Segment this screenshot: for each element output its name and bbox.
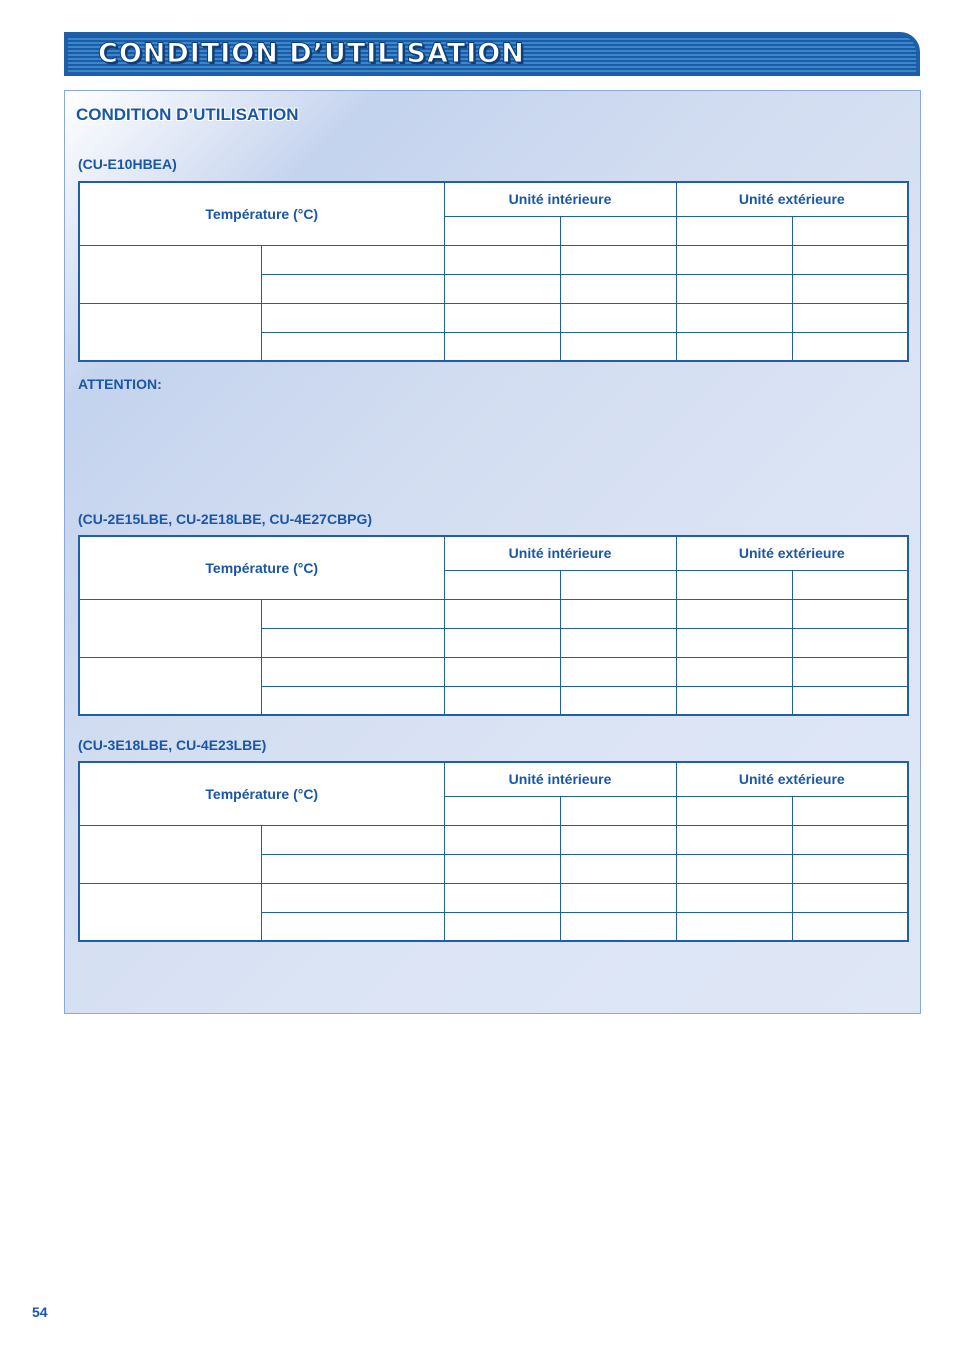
table-cell	[261, 854, 444, 883]
table-cell	[560, 912, 676, 941]
table-cell	[792, 854, 908, 883]
table-cell	[792, 796, 908, 825]
table-row	[79, 825, 908, 854]
table-cell	[444, 883, 560, 912]
table-cell	[560, 686, 676, 715]
table-cell	[792, 628, 908, 657]
table-cell	[676, 825, 792, 854]
table-cell	[676, 599, 792, 628]
table-row	[79, 599, 908, 628]
content-panel	[64, 90, 921, 1014]
table-cell	[560, 303, 676, 332]
table-cell	[261, 599, 444, 628]
table-1-model-label: (CU-E10HBEA)	[78, 156, 177, 172]
table-cell	[676, 854, 792, 883]
table-cell	[560, 796, 676, 825]
table-cell	[792, 825, 908, 854]
table-cell	[676, 883, 792, 912]
table-cell	[792, 245, 908, 274]
table-cell	[560, 332, 676, 361]
table-cell	[444, 628, 560, 657]
table-cell	[560, 657, 676, 686]
table-cell	[792, 332, 908, 361]
table-cell	[444, 332, 560, 361]
table-cell	[444, 912, 560, 941]
row-group-cell	[79, 883, 261, 941]
table-cell	[676, 570, 792, 599]
table-3	[78, 761, 909, 942]
table-cell	[792, 686, 908, 715]
table-cell	[261, 245, 444, 274]
table-cell	[444, 274, 560, 303]
table-cell	[560, 216, 676, 245]
table-cell	[444, 245, 560, 274]
row-group-cell	[79, 599, 261, 657]
table-cell	[261, 825, 444, 854]
row-group-cell	[79, 657, 261, 715]
temperature-header: Température (°C)	[79, 182, 444, 245]
table-cell	[261, 657, 444, 686]
table-cell	[261, 628, 444, 657]
table-cell	[261, 303, 444, 332]
table-cell	[444, 825, 560, 854]
table-cell	[676, 274, 792, 303]
table-row	[79, 657, 908, 686]
indoor-unit-header: Unité intérieure	[444, 762, 676, 796]
table-cell	[444, 570, 560, 599]
table-cell	[261, 912, 444, 941]
table-cell	[792, 303, 908, 332]
table-cell	[676, 657, 792, 686]
table-cell	[560, 570, 676, 599]
outdoor-unit-header: Unité extérieure	[676, 536, 908, 570]
row-group-cell	[79, 825, 261, 883]
page-banner	[64, 32, 920, 76]
table-2	[78, 535, 909, 716]
table-cell	[560, 854, 676, 883]
table-cell	[560, 628, 676, 657]
indoor-unit-header: Unité intérieure	[444, 182, 676, 216]
temperature-header: Température (°C)	[79, 762, 444, 825]
table-cell	[676, 332, 792, 361]
table-cell	[792, 657, 908, 686]
table-cell	[676, 245, 792, 274]
table-row	[79, 245, 908, 274]
table-cell	[792, 274, 908, 303]
table-cell	[792, 216, 908, 245]
table-cell	[676, 796, 792, 825]
table-cell	[444, 599, 560, 628]
table-cell	[261, 883, 444, 912]
temperature-header: Température (°C)	[79, 536, 444, 599]
table-cell	[792, 912, 908, 941]
table-cell	[560, 245, 676, 274]
table-cell	[676, 912, 792, 941]
outdoor-unit-header: Unité extérieure	[676, 762, 908, 796]
row-group-cell	[79, 245, 261, 303]
table-cell	[560, 599, 676, 628]
table-row	[79, 883, 908, 912]
table-row	[79, 303, 908, 332]
table-cell	[792, 599, 908, 628]
indoor-unit-header: Unité intérieure	[444, 536, 676, 570]
table-cell	[560, 274, 676, 303]
banner-title: CONDITION D’UTILISATION	[98, 38, 525, 69]
table-1	[78, 181, 909, 362]
table-cell	[676, 628, 792, 657]
row-group-cell	[79, 303, 261, 361]
table-cell	[792, 570, 908, 599]
page-number: 54	[32, 1304, 48, 1320]
table-cell	[444, 854, 560, 883]
table-cell	[444, 657, 560, 686]
table-cell	[261, 686, 444, 715]
table-cell	[444, 216, 560, 245]
table-cell	[444, 686, 560, 715]
table-cell	[261, 332, 444, 361]
outdoor-unit-header: Unité extérieure	[676, 182, 908, 216]
table-2-model-label: (CU-2E15LBE, CU-2E18LBE, CU-4E27CBPG)	[78, 511, 373, 527]
table-cell	[792, 883, 908, 912]
table-cell	[676, 216, 792, 245]
table-cell	[676, 686, 792, 715]
table-cell	[676, 303, 792, 332]
table-cell	[560, 883, 676, 912]
attention-label: ATTENTION:	[78, 376, 162, 392]
table-cell	[261, 274, 444, 303]
table-3-model-label: (CU-3E18LBE, CU-4E23LBE)	[78, 737, 267, 753]
section-title: CONDITION D’UTILISATION	[76, 105, 299, 124]
table-cell	[444, 796, 560, 825]
table-cell	[444, 303, 560, 332]
table-cell	[560, 825, 676, 854]
